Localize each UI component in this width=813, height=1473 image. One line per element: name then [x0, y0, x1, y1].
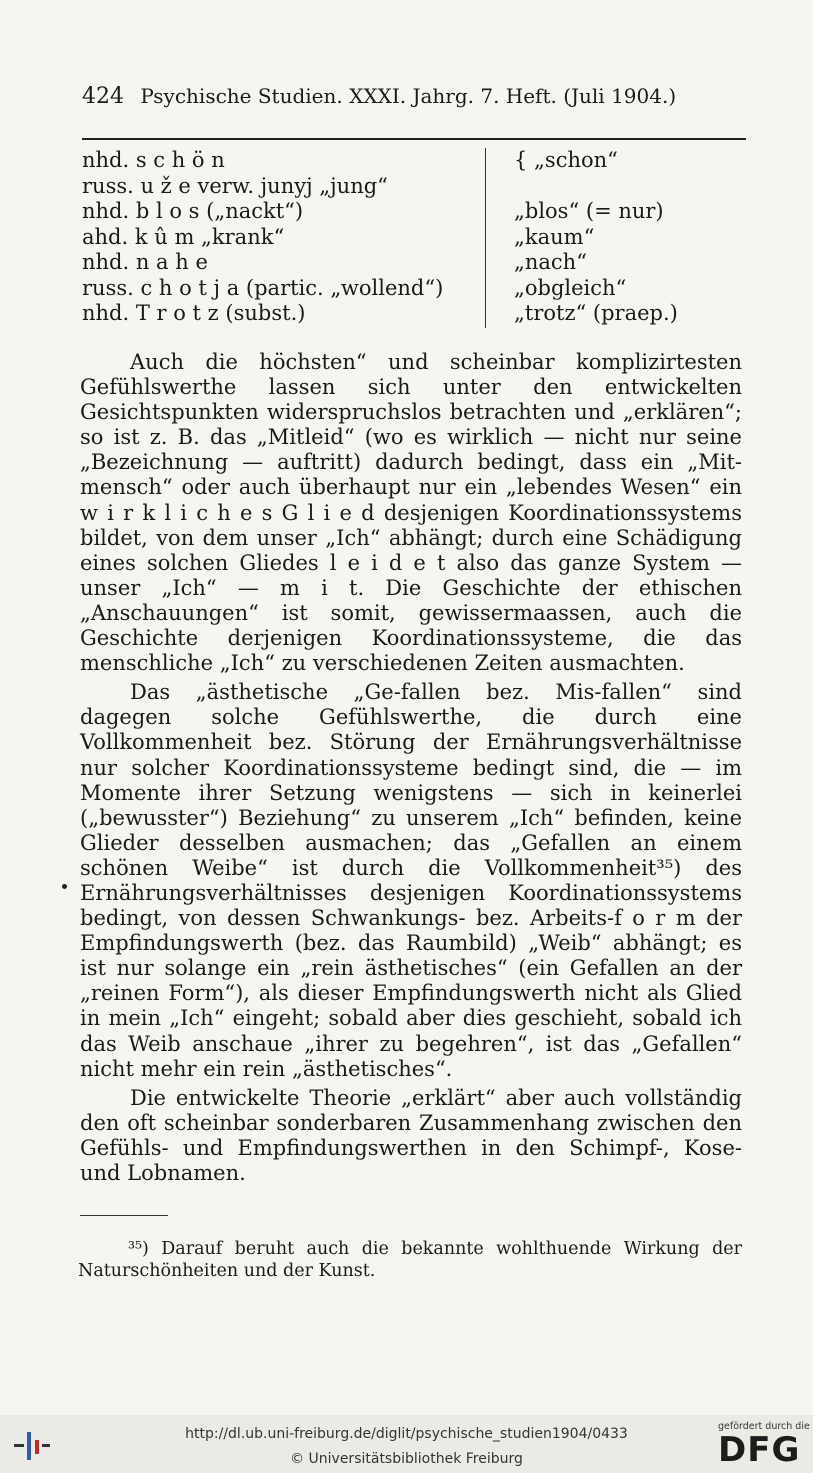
- table-right-cell: „nach“: [514, 250, 587, 274]
- running-title: Psychische Studien. XXXI. Jahrg. 7. Heft. (Juli 1904.): [140, 84, 677, 108]
- table-right-cell: { „schon“: [514, 148, 618, 172]
- table-row: [82, 199, 746, 225]
- table-divider: [485, 148, 486, 328]
- table-left-cell: nhd. n a h e: [82, 250, 208, 274]
- table-right-cell: „blos“ (= nur): [514, 199, 664, 223]
- footnote: ³⁵) Darauf beruht auch die bekannte wohlthuende Wirkung der Naturschönheiten und der Kunst.: [78, 1239, 742, 1281]
- copyright-notice: © Universitätsbibliothek Freiburg: [290, 1451, 523, 1467]
- table-row: [82, 276, 746, 302]
- margin-mark: [62, 884, 67, 889]
- dfg-caption: gefördert durch die: [718, 1421, 810, 1432]
- table-right-cell: „trotz“ (praep.): [514, 301, 678, 325]
- running-header: [82, 84, 742, 109]
- table-row: [82, 301, 746, 327]
- paragraph: Auch die höchsten“ und scheinbar komplizirtesten Gefühlswerthe lassen sich unter den entwickelten Gesichtspunkten widerspruchslos betrachten und „erklären“; so ist z. B. das „Mitleid“ (wo es wirklich — nicht nur seine „Bezeichnung — auftritt) dadurch bedingt, dass ein „Mit-mensch“ oder auch überhaupt nur ein „lebendes Wesen“ ein w i r k l i c h e s G l i e d desjenigen Koordinationssystems bildet, von dem unser „Ich“ abhängt; durch eine Schädigung eines solchen Gliedes l e i d e t also das ganze System — unser „Ich“ — m i t. Die Geschichte der ethischen „Anschauungen“ ist somit, gewissermaassen, auch die Geschichte derjenigen Koordinationssysteme, die das menschliche „Ich“ zu verschiedenen Zeiten ausmachten.: [80, 350, 742, 676]
- table-row: [82, 174, 746, 200]
- main-text: [80, 350, 742, 1186]
- dfg-logo: DFG: [718, 1430, 801, 1470]
- table-left-cell: nhd. T r o t z (subst.): [82, 301, 306, 325]
- table-row: [82, 148, 746, 174]
- paragraph: Das „ästhetische „Ge-fallen bez. Mis-fallen“ sind dagegen solche Gefühlswerthe, die durch eine Vollkommenheit bez. Störung der Ernährungsverhältnisse nur solcher Koordinationssysteme bedingt sind, die — im Momente ihrer Setzung wenigstens — sich in keinerlei („bewusster“) Beziehung“ zu unserem „Ich“ befinden, keine Glieder desselben ausmachen; das „Gefallen an einem schönen Weibe“ ist durch die Vollkommenheit³⁵) des Ernährungsverhältnisses desjenigen Koordinationssystems bedingt, von dessen Schwankungs- bez. Arbeits-f o r m der Empfindungswerth (bez. das Raumbild) „Weib“ abhängt; es ist nur solange ein „rein ästhetisches“ (ein Gefallen an der „reinen Form“), als dieser Empfindungswerth nicht als Glied in mein „Ich“ eingeht; sobald aber dies geschieht, sobald ich das Weib anschaue „ihrer zu begehren“, ist das „Gefallen“ nicht mehr ein rein „ästhetisches“.: [80, 680, 742, 1081]
- etymology-table: [82, 148, 746, 327]
- table-row: [82, 225, 746, 251]
- table-left-cell: nhd. b l o s („nackt“): [82, 199, 304, 223]
- table-row: [82, 250, 746, 276]
- header-rule: [82, 138, 746, 140]
- table-left-cell: ahd. k û m „krank“: [82, 224, 285, 249]
- page-number: 424: [82, 84, 124, 109]
- table-left-cell: russ. c h o t j a (partic. „wollend“): [82, 275, 444, 300]
- table-left-cell: russ. u ž e verw. junyj „jung“: [82, 173, 388, 198]
- footnote-rule: [80, 1215, 168, 1216]
- paragraph: Die entwickelte Theorie „erklärt“ aber auch vollständig den oft scheinbar sonderbaren Zusammenhang zwischen den Gefühls- und Empfindungswerthen in den Schimpf-, Kose- und Lobnamen.: [80, 1085, 742, 1185]
- table-left-cell: nhd. s c h ö n: [82, 148, 225, 172]
- permalink-url[interactable]: http://dl.ub.uni-freiburg.de/diglit/psychische_studien1904/0433: [185, 1426, 628, 1442]
- table-right-cell: „obgleich“: [514, 275, 627, 300]
- table-right-cell: „kaum“: [514, 224, 595, 249]
